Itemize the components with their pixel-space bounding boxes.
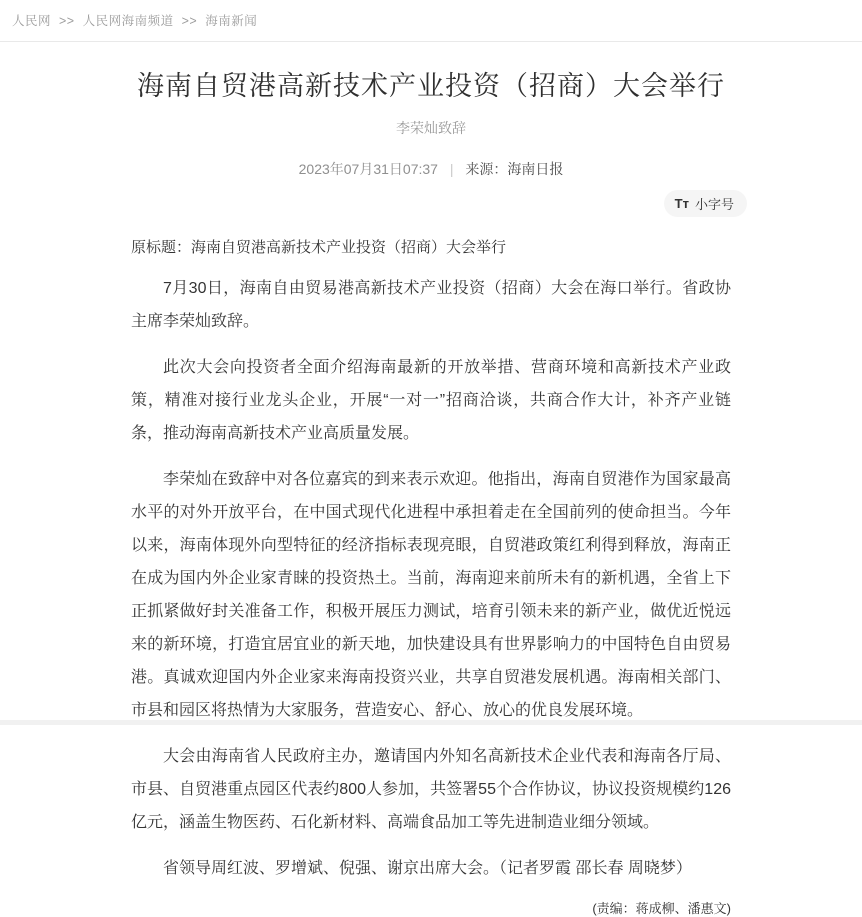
paragraph-5: 省领导周红波、罗增斌、倪强、谢京出席大会。（记者罗霞 邵长春 周晓梦） (163, 860, 692, 878)
original-title-line (131, 237, 731, 259)
original-title-label: 原标题： (131, 239, 192, 257)
font-size-icon: Tᴛ (674, 196, 689, 212)
article-meta (131, 159, 731, 179)
article-content (131, 69, 734, 917)
article-body (131, 237, 731, 917)
paragraph-1: 7月30日，海南自由贸易港高新技术产业投资（招商）大会在海口举行。省政协主席李荣灿致辞。 (131, 280, 731, 331)
paragraph-2: 此次大会向投资者全面介绍海南最新的开放举措、营商环境和高新技术产业政策，精准对接行业龙头企业，开展“一对一”招商洽谈，共商合作大计，补齐产业链条，推动海南高新技术产业高质量发展。 (131, 359, 731, 443)
top-divider (0, 41, 862, 42)
breadcrumb-link-hainan-channel[interactable]: 人民网海南频道 (82, 14, 174, 28)
article-subtitle: 李荣灿致辞 (396, 120, 466, 137)
editor-note: (责编：蒋成柳、潘惠文) (592, 901, 731, 917)
article-title: 海南自贸港高新技术产业投资（招商）大会举行 (137, 71, 725, 101)
source-link[interactable]: 海南日报 (507, 161, 564, 178)
breadcrumb-link-peoples-net[interactable]: 人民网 (12, 14, 52, 28)
font-size-button-label: 小字号 (694, 197, 734, 213)
original-title-text: 海南自贸港高新技术产业投资（招商）大会举行 (191, 239, 507, 257)
paragraph-4: 大会由海南省人民政府主办，邀请国内外知名高新技术企业代表和海南各厅局、市县、自贸港重点园区代表约800人参加，共签署55个合作协议，协议投资规模约126亿元，涵盖生物医药、石化新材料、高端食品加工等先进制造业细分领域。 (131, 748, 731, 832)
breadcrumb-separator: >> (59, 14, 75, 28)
font-size-button[interactable] (664, 190, 747, 217)
publish-date: 2023年07月31日07:37 (298, 161, 438, 178)
meta-separator: | (449, 161, 454, 178)
breadcrumb-link-hainan-news[interactable]: 海南新闻 (205, 14, 258, 28)
paragraph-3: 李荣灿在致辞中对各位嘉宾的到来表示欢迎。他指出，海南自贸港作为国家最高水平的对外开放平台，在中国式现代化进程中承担着走在全国前列的使命担当。今年以来，海南体现外向型特征的经济指标表现亮眼，自贸港政策红利得到释放，海南正在成为国内外企业家青睐的投资热土。当前，海南迎来前所未有的新机遇，全省上下正抓紧做好封关准备工作，积极开展压力测试，培育引领未来的新产业，做优近悦远来的新环境，打造宜居宜业的新天地，加快建设具有世界影响力的中国特色自由贸易港。真诚欢迎国内外企业家来海南投资兴业，共享自贸港发展机遇。海南相关部门、市县和园区将热情为大家服务，营造安心、舒心、放心的优良发展环境。 (131, 471, 731, 720)
article-toolbar (131, 190, 734, 217)
source-label: 来源： (465, 161, 508, 178)
bottom-footer-bar (0, 720, 862, 725)
breadcrumb (0, 0, 862, 41)
breadcrumb-separator: >> (181, 14, 198, 28)
